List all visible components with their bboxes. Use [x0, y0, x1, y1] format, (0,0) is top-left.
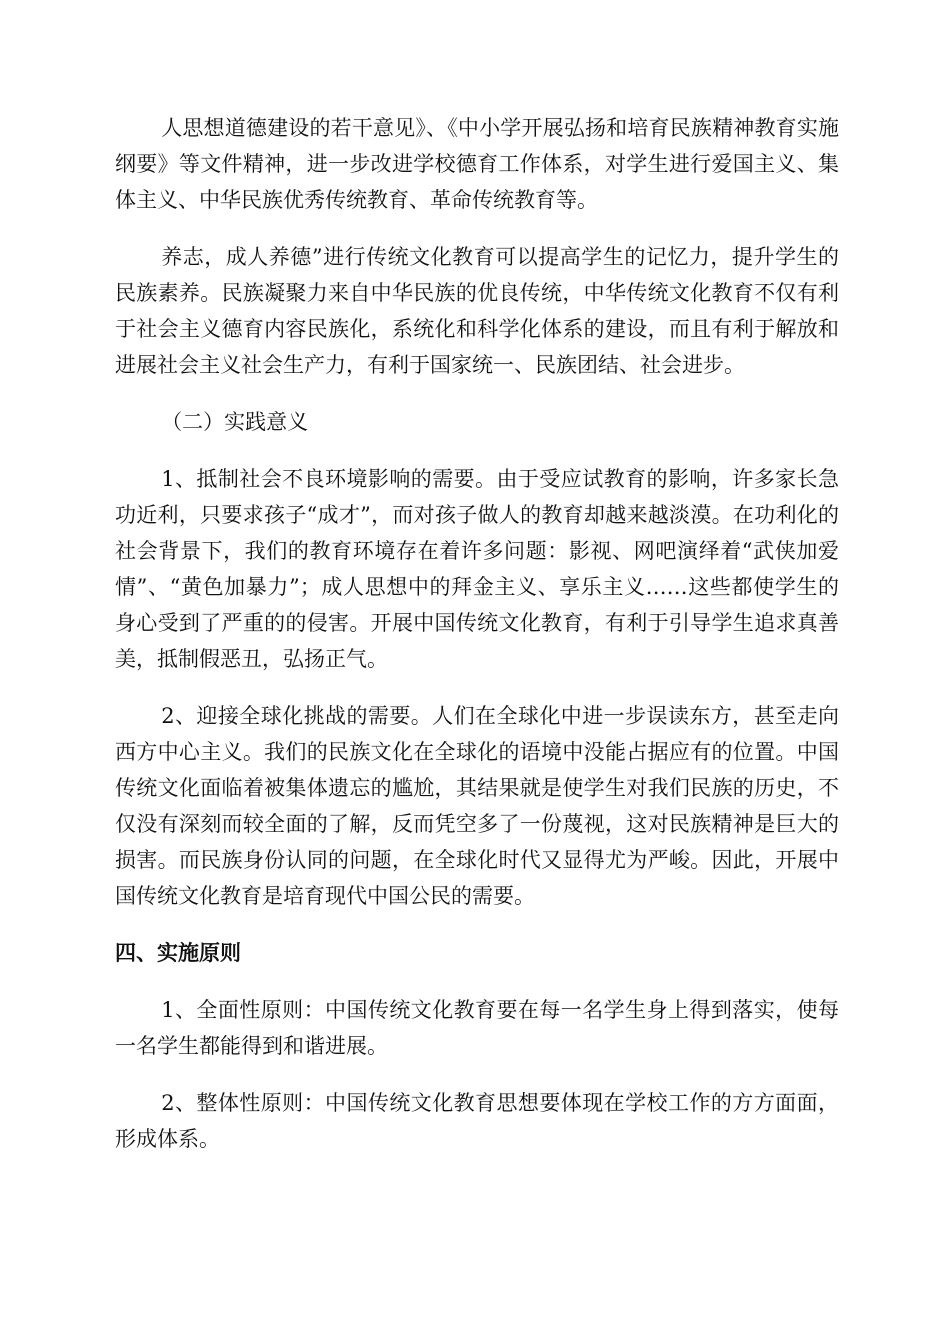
paragraph-principle-1: 1、全面性原则：中国传统文化教育要在每一名学生身上得到落实，使每一名学生都能得到和谐进展。	[115, 998, 839, 1058]
subheading-practical-significance: （二）实践意义	[161, 410, 309, 434]
section-heading-principles: 四、实施原则	[115, 941, 241, 965]
paragraph-point-2: 2、迎接全球化挑战的需要。人们在全球化中进一步误读东方，甚至走向西方中心主义。我们的民族文化在全球化的语境中没能占据应有的位置。中国传统文化面临着被集体遗忘的尴尬，其结果就是使学生对我们民族的历史，不仅没有深刻而较全面的了解，反而凭空多了一份蔑视，这对民族精神是巨大的损害。而民族身份认同的问题，在全球化时代又显得尤为严峻。因此，开展中国传统文化教育是培育现代中国公民的需要。	[115, 704, 839, 908]
paragraph-cultural-education: 养志，成人养德”进行传统文化教育可以提高学生的记忆力，提升学生的民族素养。民族凝聚力来自中华民族的优良传统，中华传统文化教育不仅有利于社会主义德育内容民族化，系统化和科学化体系的建设，而且有利于解放和进展社会主义社会生产力，有利于国家统一、民族团结、社会进步。	[115, 245, 839, 377]
document-body	[115, 110, 839, 1178]
paragraph-principle-2: 2、整体性原则：中国传统文化教育思想要体现在学校工作的方方面面，形成体系。	[115, 1091, 839, 1151]
paragraph-point-1: 1、抵制社会不良环境影响的需要。由于受应试教育的影响，许多家长急功近利，只要求孩子“成才”，而对孩子做人的教育却越来越淡漠。在功利化的社会背景下，我们的教育环境存在着许多问题：影视、网吧演绎着“武侠加爱情”、“黄色加暴力”；成人思想中的拜金主义、享乐主义……这些都使学生的身心受到了严重的的侵害。开展中国传统文化教育，有利于引导学生追求真善美，抵制假恶丑，弘扬正气。	[115, 467, 839, 671]
paragraph-continuation: 人思想道德建设的若干意见》、《中小学开展弘扬和培育民族精神教育实施纲要》等文件精神，进一步改进学校德育工作体系，对学生进行爱国主义、集体主义、中华民族优秀传统教育、革命传统教育等。	[115, 116, 839, 212]
